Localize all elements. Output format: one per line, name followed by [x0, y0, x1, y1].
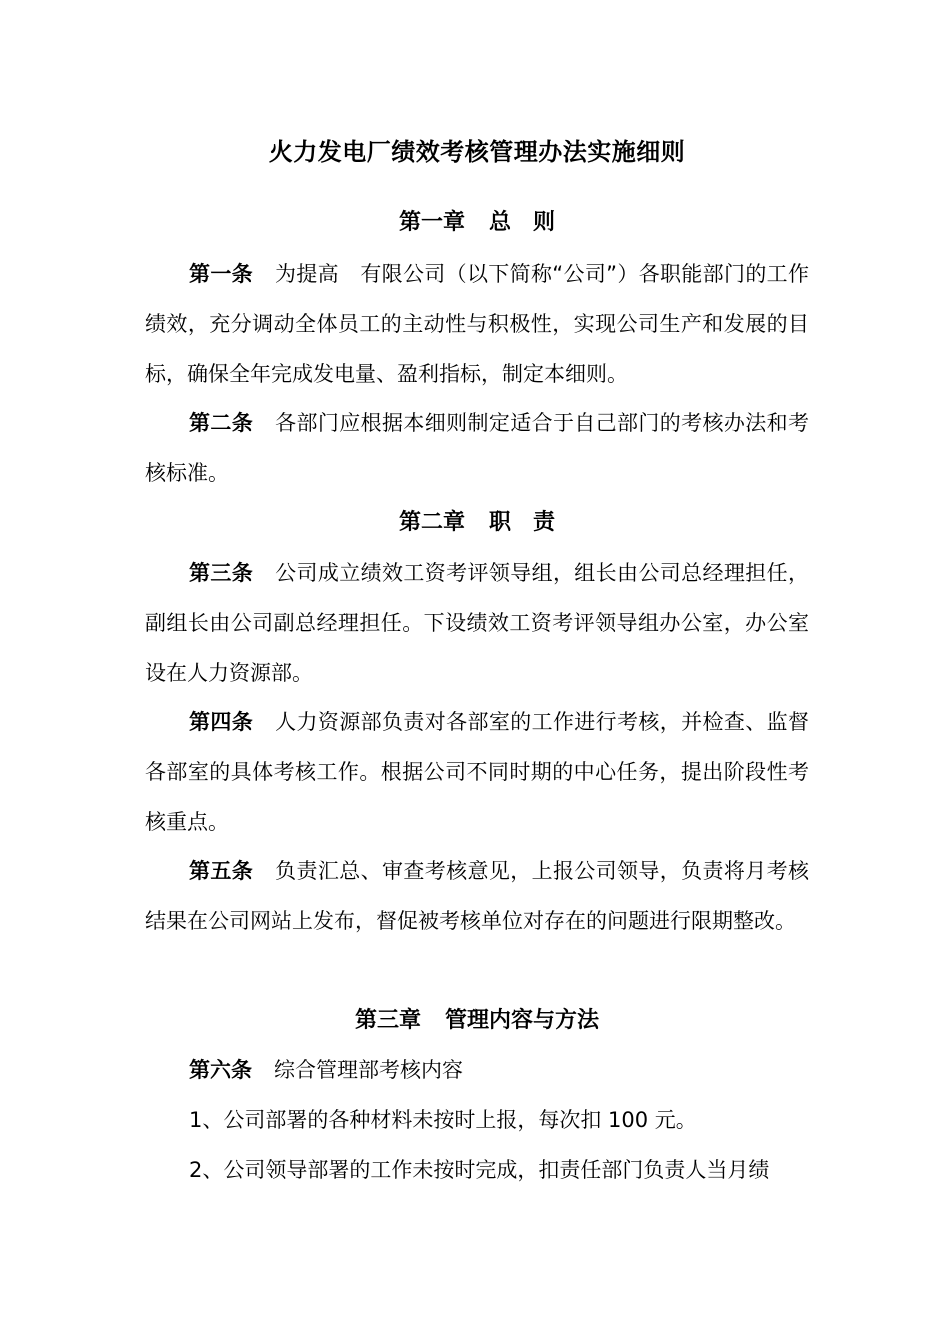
list-item: 1、公司部署的各种材料未按时上报，每次扣 100 元。: [189, 1108, 697, 1132]
chapter-3-heading: [145, 1005, 809, 1037]
article-5-text: 负责汇总、审查考核意见，上报公司领导，负责将月考核结果在公司网站上发布，督促被考核单位对存在的问题进行限期整改。: [145, 859, 810, 933]
chapter-1-label: 第一章: [398, 210, 465, 235]
article-5: [145, 846, 809, 946]
chapter-3-label: 第三章: [354, 1008, 421, 1033]
chapter-2-name: 职 责: [489, 510, 556, 535]
chapter-1-heading: [145, 207, 809, 239]
chapter-3-name: 管理内容与方法: [445, 1008, 600, 1033]
article-4-label: 第四条: [189, 710, 254, 734]
chapter-2-heading: [145, 507, 809, 539]
article-2-text: 各部门应根据本细则制定适合于自己部门的考核办法和考核标准。: [145, 411, 810, 485]
article-5-label: 第五条: [189, 859, 254, 883]
chapter-1-name: 总 则: [489, 210, 556, 235]
document-title: 火力发电厂绩效考核管理办法实施细则: [268, 138, 686, 166]
article-2: [145, 398, 809, 498]
article-2-label: 第二条: [189, 411, 254, 435]
article-3-label: 第三条: [189, 561, 254, 585]
list-item: 2、公司领导部署的工作未按时完成，扣责任部门负责人当月绩: [189, 1158, 770, 1182]
article-1-label: 第一条: [189, 262, 253, 286]
article-4-text: 人力资源部负责对各部室的工作进行考核，并检查、监督各部室的具体考核工作。根据公司不同时期的中心任务，提出阶段性考核重点。: [145, 710, 810, 834]
article-1: [145, 249, 809, 399]
article-6-label: 第六条: [189, 1058, 252, 1082]
article-3-text: 公司成立绩效工资考评领导组，组长由公司总经理担任，副组长由公司副总经理担任。下设绩效工资考评领导组办公室，办公室设在人力资源部。: [145, 561, 810, 685]
article-3: [145, 548, 809, 698]
article-1-text: 为提高 有限公司（以下简称“公司”）各职能部门的工作绩效，充分调动全体员工的主动性与积极性，实现公司生产和发展的目标，确保全年完成发电量、盈利指标，制定本细则。: [145, 262, 810, 386]
article-4: [145, 697, 809, 847]
chapter-2-label: 第二章: [398, 510, 465, 535]
article-6-text: 综合管理部考核内容: [274, 1058, 463, 1082]
article-6: [145, 1045, 809, 1095]
